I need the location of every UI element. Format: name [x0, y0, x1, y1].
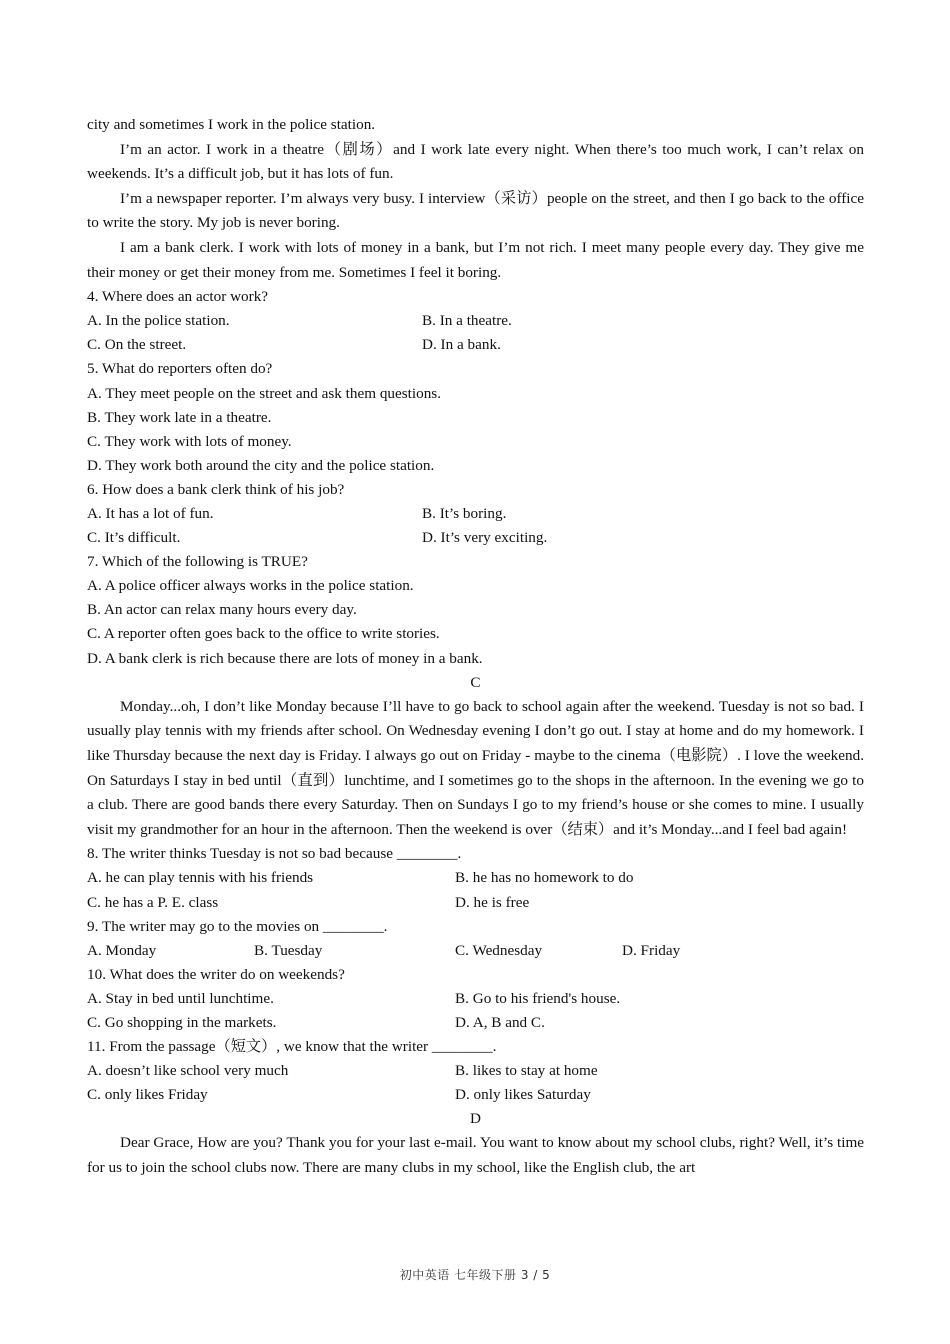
option-a: A. doesn’t like school very much: [87, 1062, 289, 1080]
option-a: A. It has a lot of fun.: [87, 505, 214, 522]
option-b: B. It’s boring.: [422, 505, 507, 522]
question-11: 11. From the passage（短文）, we know that the writer ________.: [87, 1038, 497, 1056]
question-11-options-row-2: [87, 1083, 864, 1107]
question-9-options-row: [87, 939, 864, 963]
question-8: 8. The writer thinks Tuesday is not so bad because ________.: [87, 845, 462, 863]
option-d: D. only likes Saturday: [455, 1086, 591, 1104]
page-footer: 初中英语 七年级下册 3 / 5: [399, 1268, 551, 1282]
option-d: D. It’s very exciting.: [422, 529, 548, 547]
question-4-options-row-1: [87, 309, 864, 333]
section-c-passage: Monday...oh, I don’t like Monday because I’ll have to go back to school again after the weekend. Tuesday is not so bad. I usually play tennis with my friends after school. On Wednesday evening I don’t go out. I stay at home and do my homework. I like Thursday because the next day is Friday. I always go out on Friday - maybe to the cinema（电影院）. I love the weekend. On Saturdays I stay in bed until（直到）lunchtime, and I sometimes go to the shops in the afternoon. In the evening we go to a club. There are good bands there every Saturday. Then on Sundays I go to my friend’s house or she comes to mine. I usually visit my grandmother for an hour in the afternoon. Then the weekend is over（结束）and it’s Monday...and I feel bad again!: [87, 697, 864, 838]
option-d: D. They work both around the city and the police station.: [87, 456, 435, 474]
option-d: D. A, B and C.: [455, 1013, 545, 1031]
option-c: C. Go shopping in the markets.: [87, 1013, 277, 1031]
section-c-heading: C: [470, 673, 481, 691]
passage-b-continuation: city and sometimes I work in the police station.: [87, 116, 376, 133]
option-d: D. Friday: [622, 941, 681, 959]
option-b: B. In a theatre.: [422, 312, 512, 330]
question-6: 6. How does a bank clerk think of his job?: [87, 480, 345, 498]
option-b: B. An actor can relax many hours every day.: [87, 601, 357, 619]
question-8-options-row-2: [87, 891, 864, 915]
option-a: A. Monday: [87, 941, 157, 959]
option-c: C. A reporter often goes back to the office to write stories.: [87, 625, 440, 643]
question-4-options-row-2: [87, 333, 864, 357]
option-a: A. A police officer always works in the police station.: [87, 577, 414, 595]
question-7: 7. Which of the following is TRUE?: [87, 553, 308, 571]
question-6-options-row-2: [87, 526, 864, 550]
question-8-options-row-1: [87, 866, 864, 890]
question-10: 10. What does the writer do on weekends?: [87, 965, 345, 983]
option-a: A. Stay in bed until lunchtime.: [87, 989, 274, 1007]
question-4: 4. Where does an actor work?: [87, 288, 269, 306]
question-5: 5. What do reporters often do?: [87, 360, 273, 378]
passage-b-reporter-paragraph: I’m a newspaper reporter. I’m always very busy. I interview（采访）people on the street, and then I go back to the office to write the story. My job is never boring.: [87, 189, 864, 232]
section-d-passage: Dear Grace, How are you? Thank you for your last e-mail. You want to know about my school clubs, right? Well, it’s time for us to join the school clubs now. There are many clubs in my school, like the English club, the art: [87, 1134, 864, 1177]
question-10-options-row-2: [87, 1011, 864, 1035]
option-c: C. only likes Friday: [87, 1086, 208, 1104]
option-b: B. likes to stay at home: [455, 1062, 598, 1080]
option-a: A. he can play tennis with his friends: [87, 869, 314, 887]
question-9: 9. The writer may go to the movies on ________.: [87, 917, 388, 935]
option-b: B. he has no homework to do: [455, 869, 634, 887]
option-b: B. Tuesday: [254, 941, 323, 959]
option-d: D. A bank clerk is rich because there are lots of money in a bank.: [87, 649, 483, 667]
option-c: C. he has a P. E. class: [87, 893, 219, 911]
passage-b-actor-paragraph: I’m an actor. I work in a theatre（剧场）and I work late every night. When there’s too much work, I can’t relax on weekends. It’s a difficult job, but it has lots of fun.: [87, 140, 864, 183]
option-b: B. They work late in a theatre.: [87, 408, 272, 426]
option-b: B. Go to his friend's house.: [455, 989, 621, 1007]
option-a: A. They meet people on the street and ask them questions.: [87, 384, 442, 402]
question-11-options-row-1: [87, 1059, 864, 1083]
option-d: D. In a bank.: [422, 336, 501, 354]
option-c: C. On the street.: [87, 336, 187, 354]
option-c: C. Wednesday: [455, 941, 543, 959]
section-d-heading: D: [470, 1110, 481, 1128]
option-a: A. In the police station.: [87, 312, 230, 330]
question-6-options-row-1: [87, 502, 864, 526]
option-c: C. They work with lots of money.: [87, 432, 292, 450]
option-c: C. It’s difficult.: [87, 529, 181, 547]
passage-b-clerk-paragraph: I am a bank clerk. I work with lots of money in a bank, but I’m not rich. I meet many people every day. They give me their money or get their money from me. Sometimes I feel it boring.: [87, 238, 864, 281]
option-d: D. he is free: [455, 893, 530, 911]
question-10-options-row-1: [87, 987, 864, 1011]
document-page: [87, 113, 864, 1181]
